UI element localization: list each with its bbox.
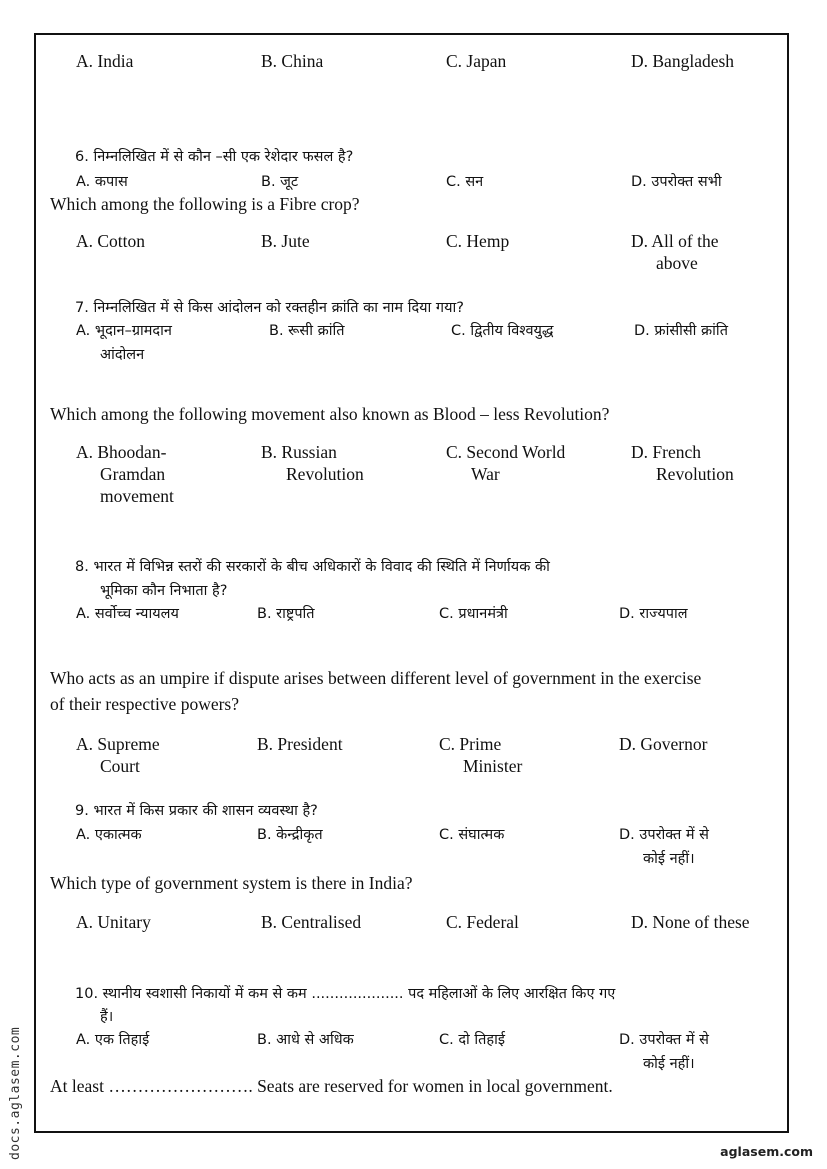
q7-hindi-option-b: B. रूसी क्रांति — [269, 323, 345, 339]
q7-english-question: Which among the following movement also known as Blood – less Revolution? — [50, 404, 610, 424]
q7-option-d: D. French — [631, 442, 701, 462]
q7-hindi-option-a: A. भूदान–ग्रामदान — [76, 323, 172, 339]
q9-hindi-option-b: B. केन्द्रीकृत — [257, 827, 323, 843]
q8-hindi-question: 8. भारत में विभिन्न स्तरों की सरकारों के बीच अधिकारों के विवाद की स्थिति में निर्णायक की — [75, 559, 550, 575]
q9-option-c: C. Federal — [446, 912, 519, 932]
q6-hindi-option-d: D. उपरोक्त सभी — [631, 174, 722, 190]
q7-hindi-option-d: D. फ्रांसीसी क्रांति — [634, 323, 728, 339]
q9-option-a: A. Unitary — [76, 912, 151, 932]
q7-option-c: C. Second World — [446, 442, 566, 462]
q5-option-a: A. India — [76, 51, 134, 71]
q5-option-d: D. Bangladesh — [631, 51, 735, 71]
q6-option-b: B. Jute — [261, 231, 310, 251]
q8-hindi-option-d: D. राज्यपाल — [619, 606, 688, 622]
q9-hindi-option-c: C. संघात्मक — [439, 827, 505, 843]
q10-hindi-option-d: D. उपरोक्त में से — [619, 1032, 709, 1048]
q10-hindi-option-b: B. आधे से अधिक — [257, 1032, 354, 1048]
q10-hindi-option-d-cont: कोई नहीं। — [643, 1056, 695, 1072]
q7-option-a-cont: Gramdan — [100, 464, 166, 484]
q7-option-b-cont: Revolution — [286, 464, 364, 484]
q7-hindi-option-a-cont: आंदोलन — [100, 347, 145, 363]
q7-option-c-cont: War — [471, 464, 500, 484]
q9-option-b: B. Centralised — [261, 912, 362, 932]
q8-english-question-cont: of their respective powers? — [50, 694, 240, 714]
q7-hindi-option-c: C. द्वितीय विश्वयुद्ध — [451, 323, 554, 339]
q6-hindi-option-a: A. कपास — [76, 174, 128, 190]
q8-option-b: B. President — [257, 734, 343, 754]
q10-hindi-option-c: C. दो तिहाई — [439, 1032, 506, 1048]
q10-hindi-option-a: A. एक तिहाई — [76, 1032, 150, 1048]
q5-option-c: C. Japan — [446, 51, 507, 71]
q6-hindi-option-c: C. सन — [446, 174, 484, 190]
q9-hindi-option-d-cont: कोई नहीं। — [643, 851, 695, 867]
q9-hindi-question: 9. भारत में किस प्रकार की शासन व्यवस्था है? — [75, 803, 318, 819]
q6-hindi-question: 6. निम्नलिखित में से कौन –सी एक रेशेदार फसल है? — [75, 149, 354, 165]
q9-hindi-option-d: D. उपरोक्त में से — [619, 827, 709, 843]
q8-hindi-question-cont: भूमिका कौन निभाता है? — [100, 583, 228, 599]
q7-hindi-question: 7. निम्नलिखित में से किस आंदोलन को रक्तहीन क्रांति का नाम दिया गया? — [75, 300, 464, 316]
q6-hindi-option-b: B. जूट — [261, 174, 299, 190]
q6-english-question: Which among the following is a Fibre crop? — [50, 194, 360, 214]
side-watermark: docs.aglasem.com — [8, 1026, 23, 1160]
q6-option-d-cont: above — [656, 253, 698, 273]
q8-option-a-cont: Court — [100, 756, 140, 776]
q7-option-b: B. Russian — [261, 442, 337, 462]
q6-option-a: A. Cotton — [76, 231, 146, 251]
q8-option-c-cont: Minister — [463, 756, 523, 776]
q8-english-question: Who acts as an umpire if dispute arises between different level of government in the exercise — [50, 668, 702, 688]
q10-hindi-question: 10. स्थानीय स्वशासी निकायों में कम से कम .................... पद महिलाओं के लिए आरक्षित किए गए — [75, 986, 616, 1002]
q6-option-c: C. Hemp — [446, 231, 510, 251]
q7-option-d-cont: Revolution — [656, 464, 734, 484]
q10-english-question: At least ……………………. Seats are reserved for women in local government. — [50, 1076, 613, 1096]
q5-option-b: B. China — [261, 51, 324, 71]
q7-option-a-cont2: movement — [100, 486, 174, 506]
q10-hindi-question-cont: हैं। — [100, 1009, 114, 1025]
brand-footer: aglasem.com — [720, 1144, 813, 1159]
q8-hindi-option-c: C. प्रधानमंत्री — [439, 606, 508, 622]
q8-hindi-option-b: B. राष्ट्रपति — [257, 606, 315, 622]
q7-option-a: A. Bhoodan- — [76, 442, 167, 462]
q8-option-a: A. Supreme — [76, 734, 160, 754]
q8-hindi-option-a: A. सर्वोच्च न्यायलय — [76, 606, 179, 622]
q9-hindi-option-a: A. एकात्मक — [76, 827, 142, 843]
q9-option-d: D. None of these — [631, 912, 750, 932]
q8-option-d: D. Governor — [619, 734, 708, 754]
q9-english-question: Which type of government system is there in India? — [50, 873, 413, 893]
q8-option-c: C. Prime — [439, 734, 502, 754]
q6-option-d: D. All of the — [631, 231, 719, 251]
